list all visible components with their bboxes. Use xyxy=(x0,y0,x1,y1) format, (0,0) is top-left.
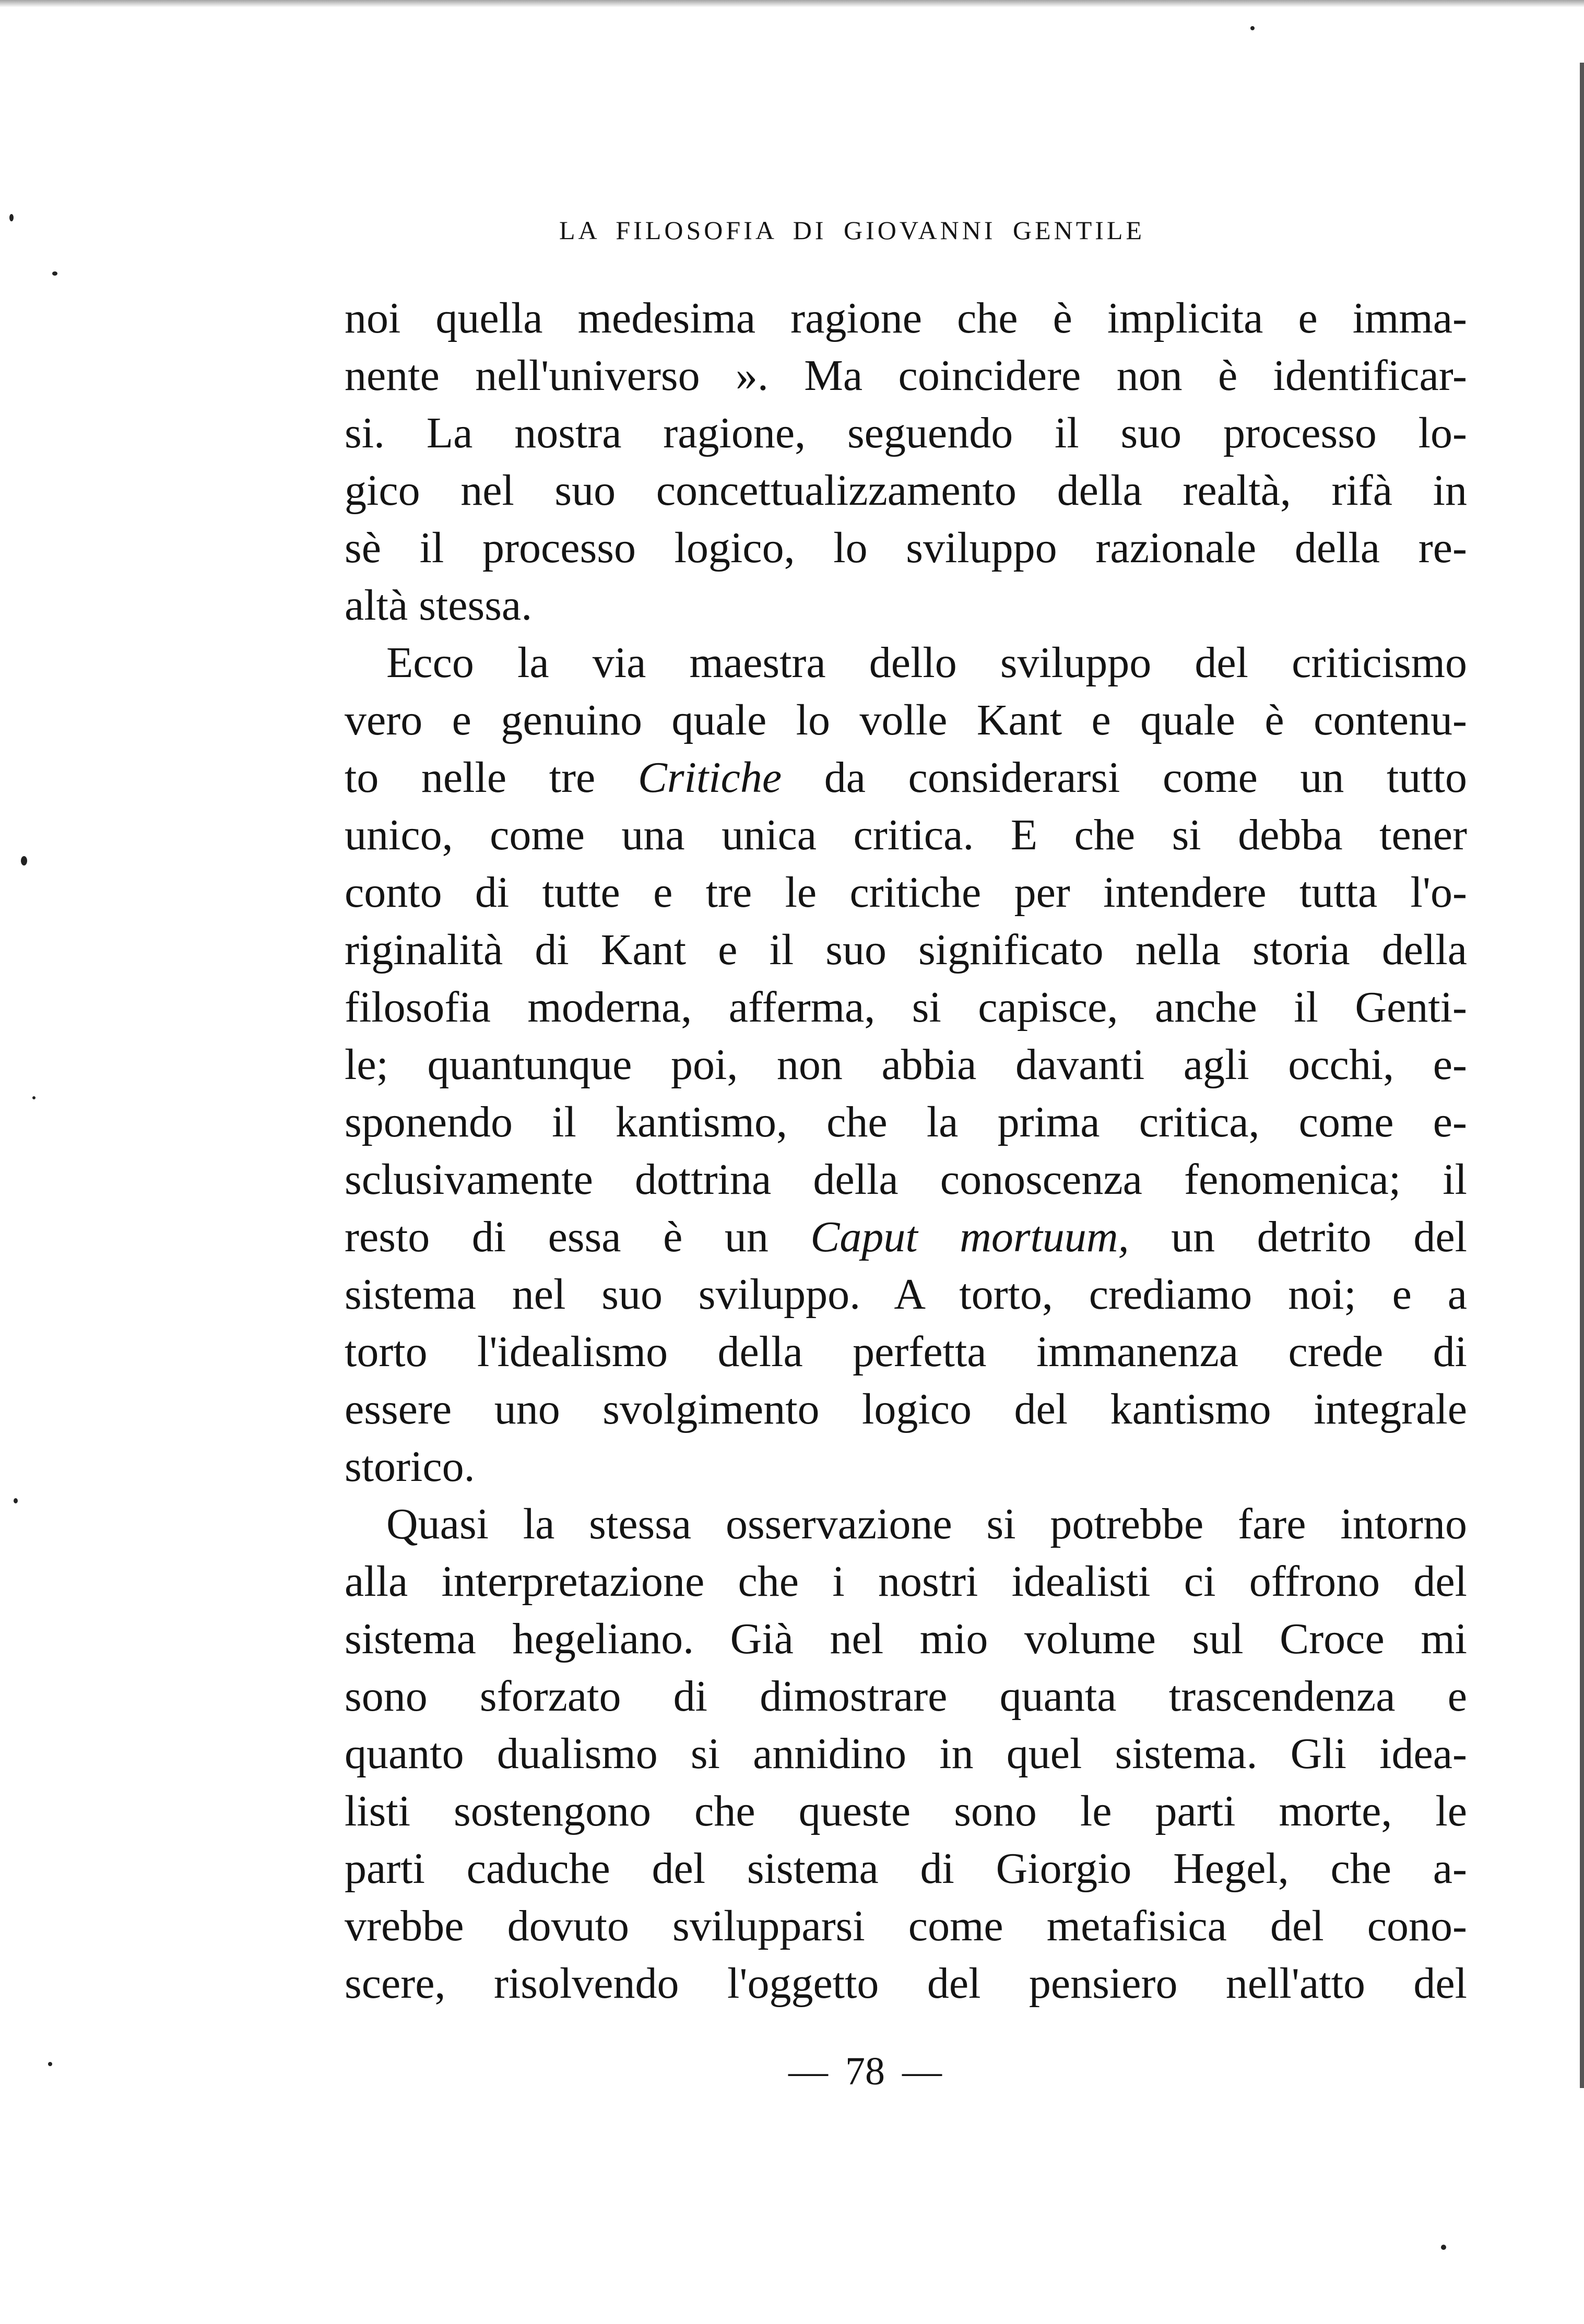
italic-title: Critiche xyxy=(637,753,782,802)
text-run: un detrito del xyxy=(1129,1213,1468,1261)
scan-edge-right xyxy=(1580,63,1584,2088)
scan-speck xyxy=(1250,26,1255,30)
text-line: sè il processo logico, lo sviluppo razionale della re- xyxy=(345,524,1467,572)
text-line: vero e genuino quale lo volle Kant e quale è contenu- xyxy=(345,696,1467,744)
text-line xyxy=(345,1208,1467,1266)
text-line: sponendo il kantismo, che la prima critica, come e- xyxy=(345,1098,1467,1146)
text-line: storico. xyxy=(345,1442,475,1491)
text-line: altà stessa. xyxy=(345,581,533,630)
text-run: to nelle tre xyxy=(345,753,638,802)
text-line xyxy=(345,749,1467,807)
scan-speck xyxy=(21,856,27,865)
body-text xyxy=(345,290,1467,2012)
text-line: noi quella medesima ragione che è implicita e imma- xyxy=(345,294,1467,342)
text-line: riginalità di Kant e il suo significato nella storia della xyxy=(345,926,1467,974)
text-line: quanto dualismo si annidino in quel sistema. Gli idea- xyxy=(345,1729,1467,1778)
scan-speck xyxy=(52,271,57,276)
text-run: da considerarsi come un tutto xyxy=(782,753,1467,802)
text-line: parti caduche del sistema di Giorgio Hegel, che a- xyxy=(345,1844,1467,1893)
text-line: torto l'idealismo della perfetta immanenza crede di xyxy=(345,1327,1467,1376)
page-number: — 78 — xyxy=(788,2049,942,2093)
scan-edge-top xyxy=(0,0,1584,7)
italic-phrase: Caput mortuum, xyxy=(810,1213,1129,1261)
text-line: vrebbe dovuto svilupparsi come metafisica del cono- xyxy=(345,1902,1467,1950)
text-line: unico, come una unica critica. E che si debba tener xyxy=(345,811,1467,859)
text-line: filosofia moderna, afferma, si capisce, anche il Genti- xyxy=(345,983,1467,1031)
text-line: le; quantunque poi, non abbia davanti agli occhi, e- xyxy=(345,1040,1467,1089)
text-line: essere uno svolgimento logico del kantismo integrale xyxy=(345,1385,1467,1433)
text-line: nente nell'universo ». Ma coincidere non è identificar- xyxy=(345,351,1467,400)
text-line: Quasi la stessa osservazione si potrebbe fare intorno xyxy=(386,1500,1467,1548)
text-line: scere, risolvendo l'oggetto del pensiero nell'atto del xyxy=(345,1959,1467,2008)
scan-speck xyxy=(1441,2245,1446,2250)
text-run: resto di essa è un xyxy=(345,1213,811,1261)
text-line: sclusivamente dottrina della conoscenza fenomenica; il xyxy=(345,1155,1467,1204)
text-line: conto di tutte e tre le critiche per intendere tutta l'o- xyxy=(345,868,1467,917)
text-line: gico nel suo concettualizzamento della realtà, rifà in xyxy=(345,466,1467,515)
text-line: Ecco la via maestra dello sviluppo del criticismo xyxy=(386,638,1467,687)
text-line: si. La nostra ragione, seguendo il suo processo lo- xyxy=(345,409,1467,457)
text-line: alla interpretazione che i nostri idealisti ci offrono del xyxy=(345,1557,1467,1606)
scan-speck xyxy=(14,1498,18,1503)
running-header: LA FILOSOFIA DI GIOVANNI GENTILE xyxy=(559,216,1145,245)
text-line: sono sforzato di dimostrare quanta trascendenza e xyxy=(345,1672,1467,1721)
text-line: sistema hegeliano. Già nel mio volume sul Croce mi xyxy=(345,1615,1467,1663)
text-line: listi sostengono che queste sono le parti morte, le xyxy=(345,1787,1467,1835)
text-line: sistema nel suo sviluppo. A torto, crediamo noi; e a xyxy=(345,1270,1467,1319)
scan-speck xyxy=(32,1096,36,1099)
